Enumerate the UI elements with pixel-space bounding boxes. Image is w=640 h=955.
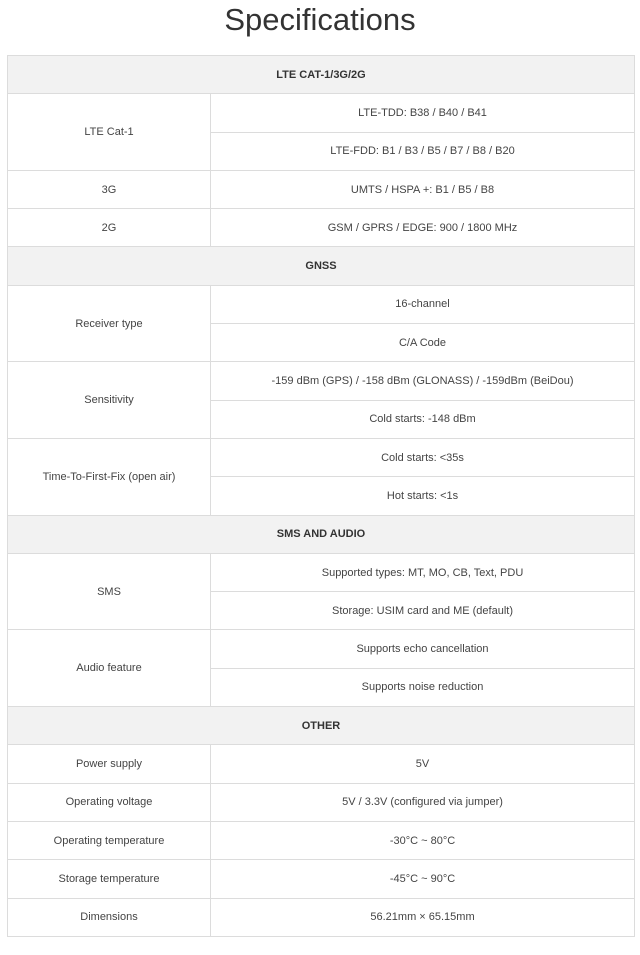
spec-row bbox=[8, 860, 635, 898]
spec-label: 3G bbox=[8, 170, 211, 208]
spec-label: Receiver type bbox=[8, 285, 211, 362]
spec-row bbox=[8, 285, 635, 323]
spec-label: Power supply bbox=[8, 745, 211, 783]
spec-row bbox=[8, 209, 635, 247]
specifications-table-body bbox=[8, 56, 635, 937]
section-header: GNSS bbox=[8, 247, 635, 285]
spec-row bbox=[8, 170, 635, 208]
spec-value: 56.21mm × 65.15mm bbox=[211, 898, 635, 936]
spec-value: Storage: USIM card and ME (default) bbox=[211, 592, 635, 630]
spec-value: LTE-TDD: B38 / B40 / B41 bbox=[211, 94, 635, 132]
spec-value: C/A Code bbox=[211, 324, 635, 362]
spec-row bbox=[8, 630, 635, 668]
spec-row bbox=[8, 745, 635, 783]
spec-value: GSM / GPRS / EDGE: 900 / 1800 MHz bbox=[211, 209, 635, 247]
spec-value: LTE-FDD: B1 / B3 / B5 / B7 / B8 / B20 bbox=[211, 132, 635, 170]
spec-label: Audio feature bbox=[8, 630, 211, 707]
spec-label: Sensitivity bbox=[8, 362, 211, 439]
spec-value: -30°C ~ 80°C bbox=[211, 821, 635, 859]
spec-value: 16-channel bbox=[211, 285, 635, 323]
spec-value: Cold starts: <35s bbox=[211, 438, 635, 476]
section-header: OTHER bbox=[8, 707, 635, 745]
specifications-table bbox=[7, 55, 635, 937]
spec-value: Supports echo cancellation bbox=[211, 630, 635, 668]
spec-row bbox=[8, 898, 635, 936]
section-header-row bbox=[8, 56, 635, 94]
section-header-row bbox=[8, 707, 635, 745]
spec-value: -45°C ~ 90°C bbox=[211, 860, 635, 898]
spec-row bbox=[8, 94, 635, 132]
spec-row bbox=[8, 362, 635, 400]
spec-value: Supported types: MT, MO, CB, Text, PDU bbox=[211, 553, 635, 591]
spec-label: 2G bbox=[8, 209, 211, 247]
spec-label: Operating voltage bbox=[8, 783, 211, 821]
spec-label: Storage temperature bbox=[8, 860, 211, 898]
spec-label: SMS bbox=[8, 553, 211, 630]
spec-value: UMTS / HSPA +: B1 / B5 / B8 bbox=[211, 170, 635, 208]
spec-row bbox=[8, 783, 635, 821]
section-header-row bbox=[8, 515, 635, 553]
spec-value: Hot starts: <1s bbox=[211, 477, 635, 515]
spec-label: Time-To-First-Fix (open air) bbox=[8, 438, 211, 515]
section-header-row bbox=[8, 247, 635, 285]
section-header: LTE CAT-1/3G/2G bbox=[8, 56, 635, 94]
spec-row bbox=[8, 821, 635, 859]
spec-label: Dimensions bbox=[8, 898, 211, 936]
spec-value: -159 dBm (GPS) / -158 dBm (GLONASS) / -159dBm (BeiDou) bbox=[211, 362, 635, 400]
spec-value: Supports noise reduction bbox=[211, 668, 635, 706]
spec-value: 5V / 3.3V (configured via jumper) bbox=[211, 783, 635, 821]
spec-value: 5V bbox=[211, 745, 635, 783]
spec-value: Cold starts: -148 dBm bbox=[211, 400, 635, 438]
spec-row bbox=[8, 553, 635, 591]
spec-label: LTE Cat-1 bbox=[8, 94, 211, 171]
section-header: SMS AND AUDIO bbox=[8, 515, 635, 553]
spec-label: Operating temperature bbox=[8, 821, 211, 859]
spec-row bbox=[8, 438, 635, 476]
page-title: Specifications bbox=[224, 2, 416, 37]
